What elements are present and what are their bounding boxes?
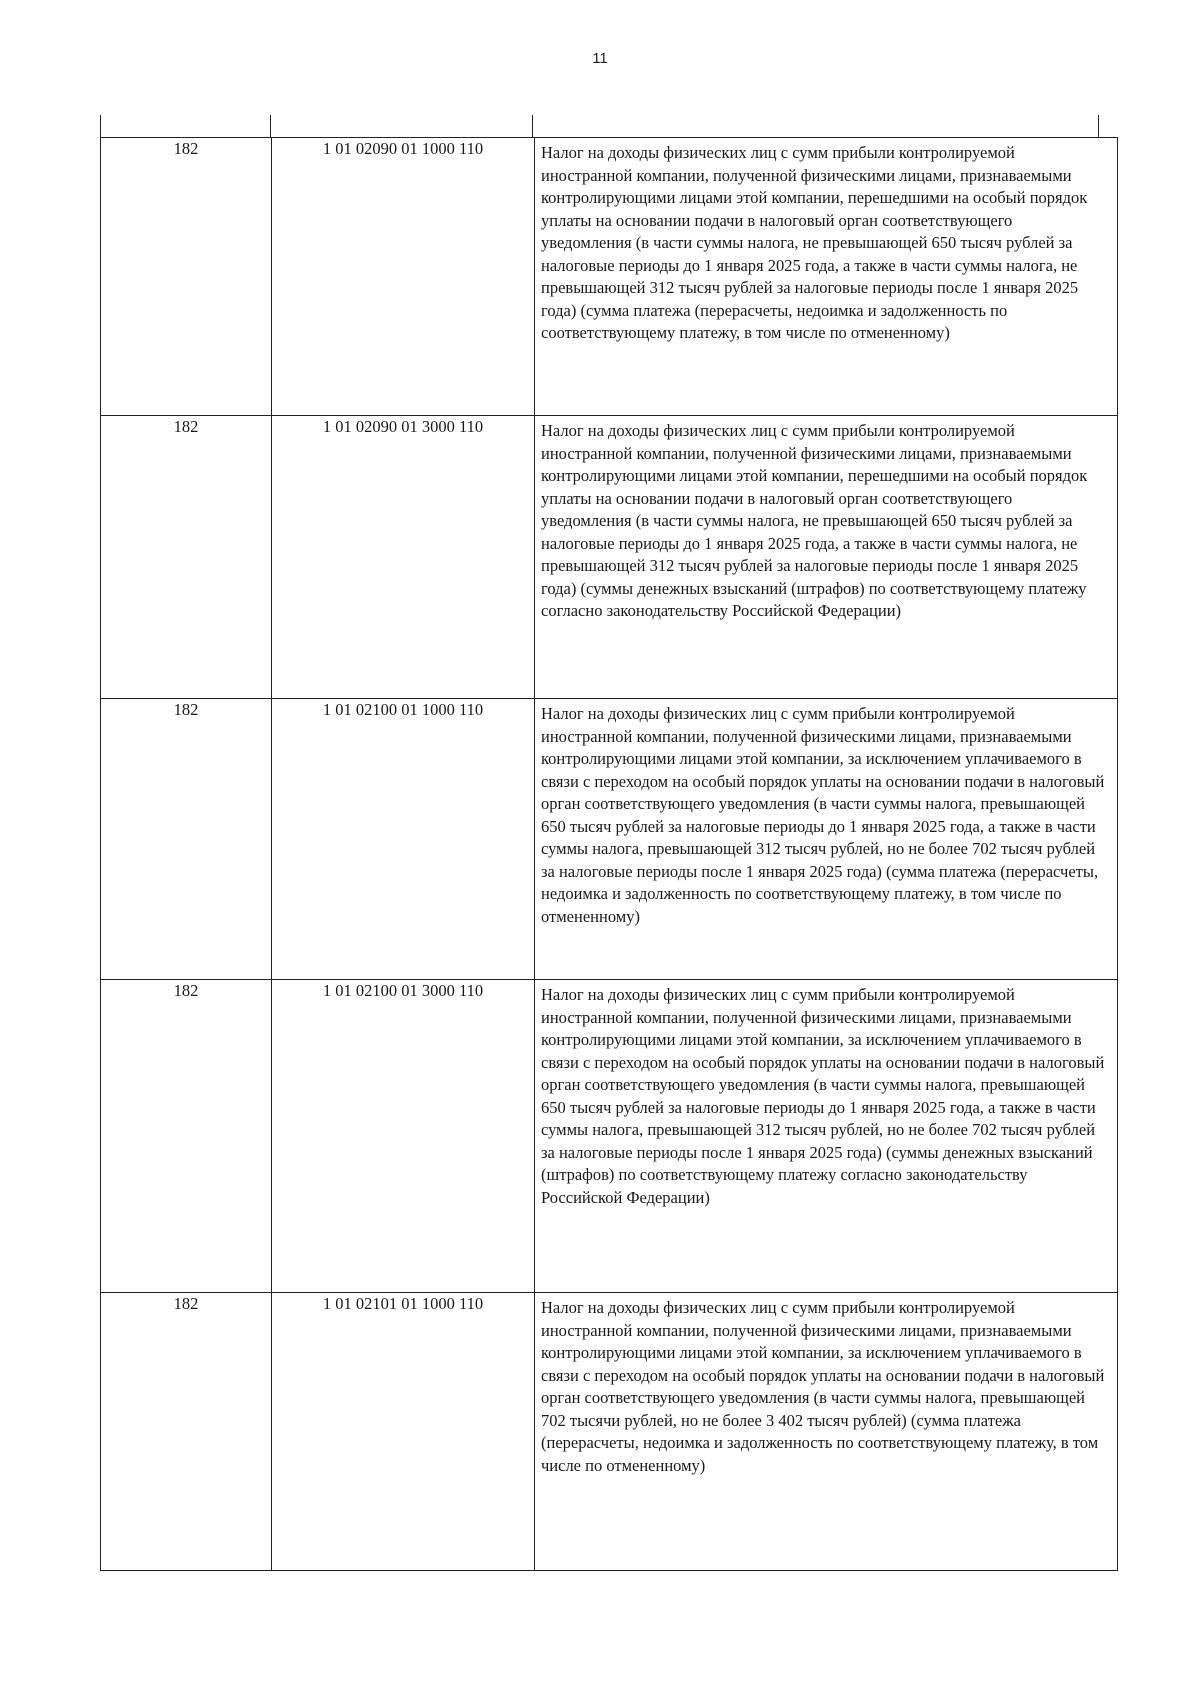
tax-code-table <box>100 137 1118 1571</box>
budget-classification-table <box>100 115 1105 1571</box>
kbk-code-cell: 1 01 02100 01 1000 110 <box>272 699 535 980</box>
table-row <box>101 699 1118 980</box>
admin-code-cell: 182 <box>101 138 272 416</box>
table-continuation-stub <box>100 115 1100 137</box>
income-name-cell: Налог на доходы физических лиц с сумм прибыли контролируемой иностранной компании, полученной физическими лицами, признаваемыми контролирующими лицами этой компании, за исключением уплачиваемого в связи с переходом на особый порядок уплаты на основании подачи в налоговый орган соответствующего уведомления (в части суммы налога, превышающей 702 тысячи рублей, но не более 3 402 тысяч рублей) (сумма платежа (перерасчеты, недоимка и задолженность по соответствующему платежу, в том числе по отмененному) <box>535 1293 1118 1571</box>
table-row <box>101 980 1118 1293</box>
admin-code-cell: 182 <box>101 980 272 1293</box>
stub-divider <box>100 115 101 137</box>
stub-divider <box>532 115 533 137</box>
admin-code-cell: 182 <box>101 699 272 980</box>
income-name-cell: Налог на доходы физических лиц с сумм прибыли контролируемой иностранной компании, полученной физическими лицами, признаваемыми контролирующими лицами этой компании, за исключением уплачиваемого в связи с переходом на особый порядок уплаты на основании подачи в налоговый орган соответствующего уведомления (в части суммы налога, превышающей 650 тысяч рублей за налоговые периоды до 1 января 2025 года, а также в части суммы налога, превышающей 312 тысяч рублей, но не более 702 тысяч рублей за налоговые периоды после 1 января 2025 года) (суммы денежных взысканий (штрафов) по соответствующему платежу согласно законодательству Российской Федерации) <box>535 980 1118 1293</box>
income-name-cell: Налог на доходы физических лиц с сумм прибыли контролируемой иностранной компании, полученной физическими лицами, признаваемыми контролирующими лицами этой компании, за исключением уплачиваемого в связи с переходом на особый порядок уплаты на основании подачи в налоговый орган соответствующего уведомления (в части суммы налога, превышающей 650 тысяч рублей за налоговые периоды до 1 января 2025 года, а также в части суммы налога, превышающей 312 тысяч рублей, но не более 702 тысяч рублей за налоговые периоды после 1 января 2025 года) (сумма платежа (перерасчеты, недоимка и задолженность по соответствующему платежу, в том числе по отмененному) <box>535 699 1118 980</box>
stub-divider <box>270 115 271 137</box>
income-name-cell: Налог на доходы физических лиц с сумм прибыли контролируемой иностранной компании, полученной физическими лицами, признаваемыми контролирующими лицами этой компании, перешедшими на особый порядок уплаты на основании подачи в налоговый орган соответствующего уведомления (в части суммы налога, не превышающей 650 тысяч рублей за налоговые периоды до 1 января 2025 года, а также в части суммы налога, не превышающей 312 тысяч рублей за налоговые периоды после 1 января 2025 года) (суммы денежных взысканий (штрафов) по соответствующему платежу согласно законодательству Российской Федерации) <box>535 416 1118 699</box>
stub-divider <box>1098 115 1099 137</box>
kbk-code-cell: 1 01 02090 01 1000 110 <box>272 138 535 416</box>
table-row <box>101 138 1118 416</box>
admin-code-cell: 182 <box>101 1293 272 1571</box>
kbk-code-cell: 1 01 02100 01 3000 110 <box>272 980 535 1293</box>
table-row <box>101 1293 1118 1571</box>
admin-code-cell: 182 <box>101 416 272 699</box>
kbk-code-cell: 1 01 02090 01 3000 110 <box>272 416 535 699</box>
kbk-code-cell: 1 01 02101 01 1000 110 <box>272 1293 535 1571</box>
table-row <box>101 416 1118 699</box>
page-number: 11 <box>592 50 608 67</box>
income-name-cell: Налог на доходы физических лиц с сумм прибыли контролируемой иностранной компании, полученной физическими лицами, признаваемыми контролирующими лицами этой компании, перешедшими на особый порядок уплаты на основании подачи в налоговый орган соответствующего уведомления (в части суммы налога, не превышающей 650 тысяч рублей за налоговые периоды до 1 января 2025 года, а также в части суммы налога, не превышающей 312 тысяч рублей за налоговые периоды после 1 января 2025 года) (сумма платежа (перерасчеты, недоимка и задолженность по соответствующему платежу, в том числе по отмененному) <box>535 138 1118 416</box>
